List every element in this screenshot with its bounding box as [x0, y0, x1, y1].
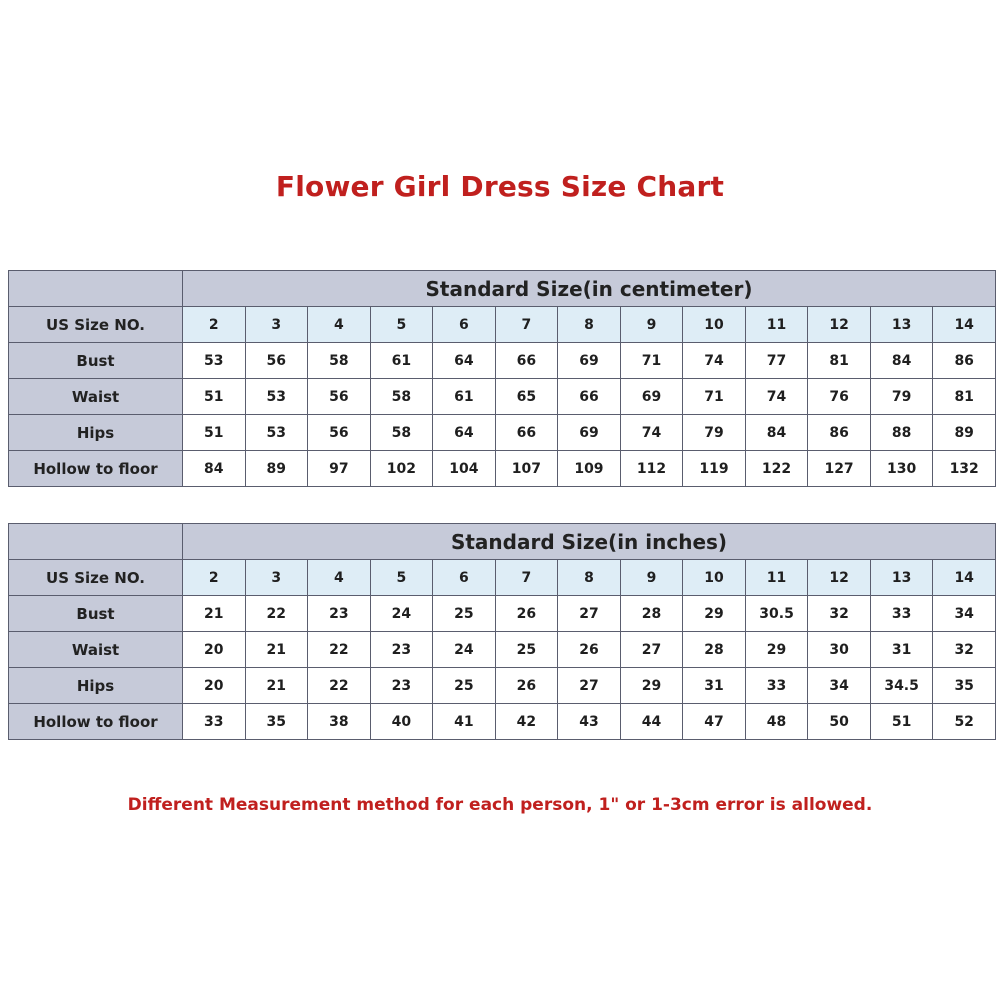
- table-cell: 25: [433, 596, 496, 632]
- table-cell: 22: [245, 596, 308, 632]
- table-cell: 29: [620, 668, 683, 704]
- table-cell: 12: [808, 307, 871, 343]
- table-cell: 74: [620, 415, 683, 451]
- table-cell: 20: [183, 668, 246, 704]
- table-cell: 7: [495, 560, 558, 596]
- table-cell: 127: [808, 451, 871, 487]
- table-row: [9, 596, 996, 632]
- table-cell: 29: [745, 632, 808, 668]
- table-cell: 84: [870, 343, 933, 379]
- table-row: [9, 307, 996, 343]
- table-cell: 27: [558, 668, 621, 704]
- table-cell: 21: [245, 668, 308, 704]
- table-cell: 48: [745, 704, 808, 740]
- row-label: Waist: [9, 379, 183, 415]
- table-cell: 56: [308, 379, 371, 415]
- row-label: Waist: [9, 632, 183, 668]
- table-cell: 3: [245, 560, 308, 596]
- table-cell: 24: [433, 632, 496, 668]
- table-cell: 6: [433, 560, 496, 596]
- table-cell: 32: [933, 632, 996, 668]
- table-cell: 86: [808, 415, 871, 451]
- table-cell: 79: [683, 415, 746, 451]
- table-cell: 22: [308, 668, 371, 704]
- table-cell: 56: [308, 415, 371, 451]
- table-cell: 41: [433, 704, 496, 740]
- table-cell: 66: [495, 343, 558, 379]
- table-cell: 69: [558, 343, 621, 379]
- table-row: [9, 451, 996, 487]
- table-cell: 34.5: [870, 668, 933, 704]
- table-cell: 14: [933, 560, 996, 596]
- row-label: US Size NO.: [9, 307, 183, 343]
- table-cell: 12: [808, 560, 871, 596]
- table-cell: 35: [933, 668, 996, 704]
- table-cell: 79: [870, 379, 933, 415]
- table-cell: 52: [933, 704, 996, 740]
- table-cell: 33: [745, 668, 808, 704]
- table-cell: 65: [495, 379, 558, 415]
- table-cell: 56: [245, 343, 308, 379]
- table-cell: 97: [308, 451, 371, 487]
- table-cell: 64: [433, 415, 496, 451]
- table-cell: 13: [870, 560, 933, 596]
- measurement-note: Different Measurement method for each person, 1" or 1-3cm error is allowed.: [127, 795, 873, 815]
- table-cell: 74: [745, 379, 808, 415]
- table-cell: 25: [433, 668, 496, 704]
- table-cell: 89: [245, 451, 308, 487]
- row-label: Hollow to floor: [9, 704, 183, 740]
- table-cell: 5: [370, 560, 433, 596]
- table-cell: 77: [745, 343, 808, 379]
- table-cell: 84: [745, 415, 808, 451]
- header-corner-cell: [9, 524, 183, 560]
- table-cell: 2: [183, 307, 246, 343]
- table-cell: 58: [308, 343, 371, 379]
- table-cell: 61: [433, 379, 496, 415]
- table-cell: 29: [683, 596, 746, 632]
- table-cell: 9: [620, 307, 683, 343]
- table-cell: 34: [933, 596, 996, 632]
- table-cell: 58: [370, 415, 433, 451]
- table-cell: 74: [683, 343, 746, 379]
- table-cell: 42: [495, 704, 558, 740]
- row-label: Hips: [9, 415, 183, 451]
- table-cell: 28: [683, 632, 746, 668]
- table-cell: 14: [933, 307, 996, 343]
- table-cell: 89: [933, 415, 996, 451]
- table-cell: 23: [370, 668, 433, 704]
- table-cell: 27: [620, 632, 683, 668]
- table-cell: 51: [183, 415, 246, 451]
- table-cell: 102: [370, 451, 433, 487]
- row-label: US Size NO.: [9, 560, 183, 596]
- table-row: [9, 343, 996, 379]
- table-cell: 4: [308, 560, 371, 596]
- table-cell: 2: [183, 560, 246, 596]
- table-cell: 88: [870, 415, 933, 451]
- table-heading: Standard Size(in inches): [183, 524, 996, 560]
- table-cell: 76: [808, 379, 871, 415]
- size-table-centimeter: [8, 270, 996, 487]
- table-cell: 64: [433, 343, 496, 379]
- table-cell: 27: [558, 596, 621, 632]
- table-cell: 26: [495, 596, 558, 632]
- header-corner-cell: [9, 271, 183, 307]
- table-cell: 43: [558, 704, 621, 740]
- table-cell: 44: [620, 704, 683, 740]
- table-row: [9, 704, 996, 740]
- table-cell: 9: [620, 560, 683, 596]
- table-cell: 20: [183, 632, 246, 668]
- table-cell: 104: [433, 451, 496, 487]
- table-cell: 28: [620, 596, 683, 632]
- table-cell: 66: [495, 415, 558, 451]
- table-cell: 3: [245, 307, 308, 343]
- table-cell: 23: [370, 632, 433, 668]
- table-cell: 26: [558, 632, 621, 668]
- table-cell: 4: [308, 307, 371, 343]
- table-cell: 23: [308, 596, 371, 632]
- table-cell: 30.5: [745, 596, 808, 632]
- table-cell: 53: [245, 415, 308, 451]
- table-cell: 13: [870, 307, 933, 343]
- row-label: Hips: [9, 668, 183, 704]
- table-cell: 130: [870, 451, 933, 487]
- table-cell: 51: [183, 379, 246, 415]
- table-row: [9, 632, 996, 668]
- table-cell: 7: [495, 307, 558, 343]
- row-label: Hollow to floor: [9, 451, 183, 487]
- table-cell: 30: [808, 632, 871, 668]
- row-label: Bust: [9, 343, 183, 379]
- table-row: [9, 560, 996, 596]
- table-cell: 8: [558, 560, 621, 596]
- table-cell: 51: [870, 704, 933, 740]
- table-cell: 21: [183, 596, 246, 632]
- table-cell: 6: [433, 307, 496, 343]
- table-cell: 122: [745, 451, 808, 487]
- table-cell: 109: [558, 451, 621, 487]
- table-cell: 10: [683, 560, 746, 596]
- table-cell: 84: [183, 451, 246, 487]
- table-cell: 11: [745, 307, 808, 343]
- table-cell: 40: [370, 704, 433, 740]
- table-cell: 69: [558, 415, 621, 451]
- table-cell: 58: [370, 379, 433, 415]
- table-row: [9, 379, 996, 415]
- table-cell: 69: [620, 379, 683, 415]
- table-cell: 34: [808, 668, 871, 704]
- table-cell: 33: [870, 596, 933, 632]
- table-cell: 81: [933, 379, 996, 415]
- table-cell: 32: [808, 596, 871, 632]
- table-cell: 38: [308, 704, 371, 740]
- table-cell: 71: [683, 379, 746, 415]
- page-title: Flower Girl Dress Size Chart: [275, 170, 725, 203]
- table-heading: Standard Size(in centimeter): [183, 271, 996, 307]
- table-cell: 22: [308, 632, 371, 668]
- size-table-inches: [8, 523, 996, 740]
- table-cell: 10: [683, 307, 746, 343]
- table-heading-row: [9, 271, 996, 307]
- table-cell: 107: [495, 451, 558, 487]
- table-row: [9, 415, 996, 451]
- table-cell: 50: [808, 704, 871, 740]
- table-cell: 81: [808, 343, 871, 379]
- table-cell: 31: [870, 632, 933, 668]
- table-cell: 53: [183, 343, 246, 379]
- table-cell: 31: [683, 668, 746, 704]
- table-cell: 5: [370, 307, 433, 343]
- table-cell: 119: [683, 451, 746, 487]
- table-cell: 26: [495, 668, 558, 704]
- table-cell: 112: [620, 451, 683, 487]
- table-cell: 21: [245, 632, 308, 668]
- table-row: [9, 668, 996, 704]
- table-cell: 24: [370, 596, 433, 632]
- row-label: Bust: [9, 596, 183, 632]
- table-heading-row: [9, 524, 996, 560]
- table-cell: 33: [183, 704, 246, 740]
- table-cell: 71: [620, 343, 683, 379]
- table-cell: 86: [933, 343, 996, 379]
- table-cell: 53: [245, 379, 308, 415]
- table-cell: 47: [683, 704, 746, 740]
- table-cell: 11: [745, 560, 808, 596]
- table-cell: 61: [370, 343, 433, 379]
- table-cell: 25: [495, 632, 558, 668]
- table-cell: 66: [558, 379, 621, 415]
- table-cell: 35: [245, 704, 308, 740]
- table-cell: 8: [558, 307, 621, 343]
- table-cell: 132: [933, 451, 996, 487]
